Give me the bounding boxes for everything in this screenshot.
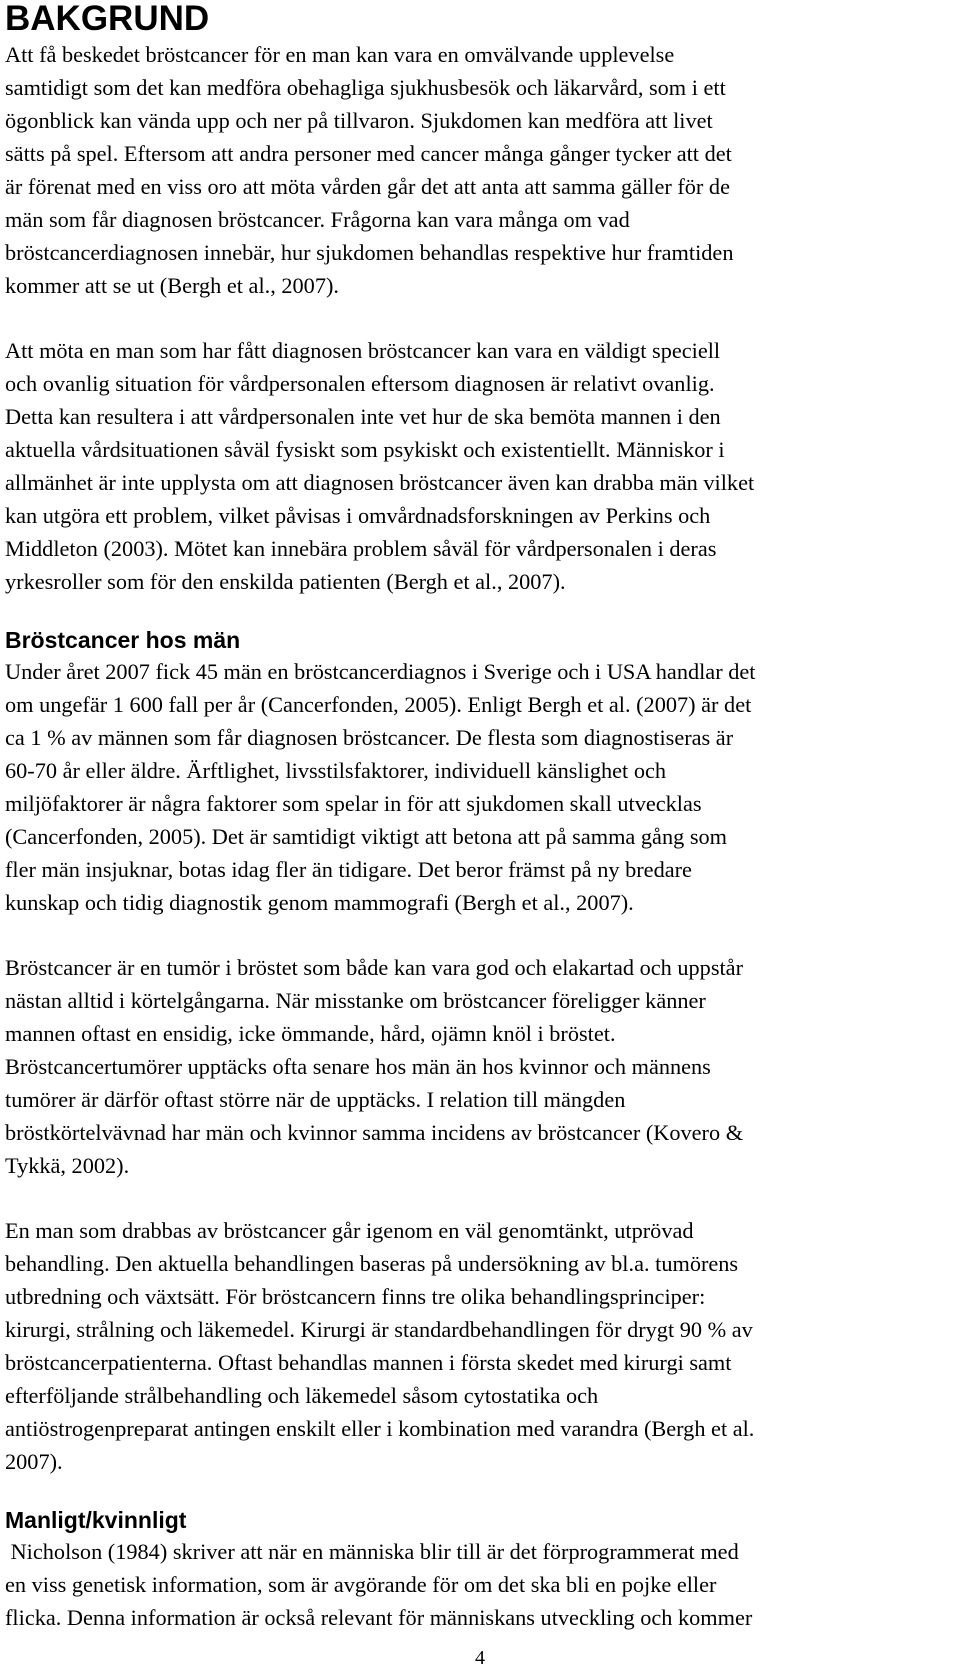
text-line: Tykkä, 2002).	[5, 1153, 130, 1178]
text-line: antiöstrogenpreparat antingen enskilt eller i kombination med varandra (Bergh et al.	[5, 1416, 755, 1441]
text-line: Bröstcancertumörer upptäcks ofta senare hos män än hos kvinnor och männens	[5, 1054, 711, 1079]
text-line: Bröstcancer är en tumör i bröstet som både kan vara god och elakartad och uppstår	[5, 955, 744, 980]
text-line: om ungefär 1 600 fall per år (Cancerfonden, 2005). Enligt Bergh et al. (2007) är det	[5, 692, 752, 717]
section-heading: BAKGRUND	[5, 0, 210, 38]
text-line: kunskap och tidig diagnostik genom mammografi (Bergh et al., 2007).	[5, 890, 634, 915]
text-line: mannen oftast en ensidig, icke ömmande, hård, ojämn knöl i bröstet.	[5, 1021, 616, 1046]
paragraph	[5, 38, 955, 302]
subsection-heading: Bröstcancer hos män	[5, 627, 241, 653]
text-line: 2007).	[5, 1449, 63, 1474]
text-line: bröstcancerdiagnosen innebär, hur sjukdomen behandlas respektive hur framtiden	[5, 240, 734, 265]
text-line: allmänhet är inte upplysta om att diagnosen bröstcancer även kan drabba män vilket	[5, 470, 755, 495]
text-line: flicka. Denna information är också relevant för människans utveckling och kommer	[5, 1605, 753, 1630]
text-line: nästan alltid i körtelgångarna. När misstanke om bröstcancer föreligger känner	[5, 988, 706, 1013]
paragraph	[5, 951, 955, 1182]
text-line: ca 1 % av männen som får diagnosen bröstcancer. De flesta som diagnostiseras är	[5, 725, 734, 750]
text-line: män som får diagnosen bröstcancer. Frågorna kan vara många om vad	[5, 207, 630, 232]
text-line: och ovanlig situation för vårdpersonalen eftersom diagnosen är relativt ovanlig.	[5, 371, 715, 396]
paragraph	[5, 1214, 955, 1478]
text-line: efterföljande strålbehandling och läkemedel såsom cytostatika och	[5, 1383, 599, 1408]
text-line: behandling. Den aktuella behandlingen baseras på undersökning av bl.a. tumörens	[5, 1251, 739, 1276]
text-line: fler män insjuknar, botas idag fler än tidigare. Det beror främst på ny bredare	[5, 857, 692, 882]
text-line: miljöfaktorer är några faktorer som spelar in för att sjukdomen skall utvecklas	[5, 791, 702, 816]
text-line: är förenat med en viss oro att möta vården går det att anta att samma gäller för de	[5, 174, 730, 199]
text-line: Detta kan resultera i att vårdpersonalen inte vet hur de ska bemöta mannen i den	[5, 404, 721, 429]
text-line: kommer att se ut (Bergh et al., 2007).	[5, 273, 339, 298]
text-line: utbredning och växtsätt. För bröstcancern finns tre olika behandlingsprinciper:	[5, 1284, 706, 1309]
document-page	[5, 0, 955, 1634]
text-line: bröstcancerpatienterna. Oftast behandlas mannen i första skedet med kirurgi samt	[5, 1350, 732, 1375]
text-line: (Cancerfonden, 2005). Det är samtidigt viktigt att betona att på samma gång som	[5, 824, 727, 849]
paragraph	[5, 655, 955, 919]
text-line: Nicholson (1984) skriver att när en människa blir till är det förprogrammerat med	[5, 1539, 739, 1564]
subsection-heading: Manligt/kvinnligt	[5, 1507, 187, 1533]
text-line: yrkesroller som för den enskilda patienten (Bergh et al., 2007).	[5, 569, 566, 594]
text-line: bröstkörtelvävnad har män och kvinnor samma incidens av bröstcancer (Kovero &	[5, 1120, 744, 1145]
text-line: aktuella vårdsituationen såväl fysiskt som psykiskt och existentiellt. Människor i	[5, 437, 725, 462]
text-line: kan utgöra ett problem, vilket påvisas i omvårdnadsforskningen av Perkins och	[5, 503, 711, 528]
text-line: Att få beskedet bröstcancer för en man kan vara en omvälvande upplevelse	[5, 42, 675, 67]
text-line: Att möta en man som har fått diagnosen bröstcancer kan vara en väldigt speciell	[5, 338, 721, 363]
text-line: ögonblick kan vända upp och ner på tillvaron. Sjukdomen kan medföra att livet	[5, 108, 713, 133]
paragraph	[5, 334, 955, 598]
text-line: samtidigt som det kan medföra obehagliga sjukhusbesök och läkarvård, som i ett	[5, 75, 726, 100]
paragraph	[5, 1535, 955, 1634]
text-line: Middleton (2003). Mötet kan innebära problem såväl för vårdpersonalen i deras	[5, 536, 717, 561]
text-line: 60-70 år eller äldre. Ärftlighet, livsstilsfaktorer, individuell känslighet och	[5, 758, 667, 783]
text-line: kirurgi, strålning och läkemedel. Kirurgi är standardbehandlingen för drygt 90 % av	[5, 1317, 753, 1342]
text-line: En man som drabbas av bröstcancer går igenom en väl genomtänkt, utprövad	[5, 1218, 694, 1243]
text-line: Under året 2007 fick 45 män en bröstcancerdiagnos i Sverige och i USA handlar det	[5, 659, 756, 684]
text-line: sätts på spel. Eftersom att andra personer med cancer många gånger tycker att det	[5, 141, 732, 166]
page-number: 4	[475, 1647, 485, 1669]
text-line: en viss genetisk information, som är avgörande för om det ska bli en pojke eller	[5, 1572, 717, 1597]
text-line: tumörer är därför oftast större när de upptäcks. I relation till mängden	[5, 1087, 626, 1112]
